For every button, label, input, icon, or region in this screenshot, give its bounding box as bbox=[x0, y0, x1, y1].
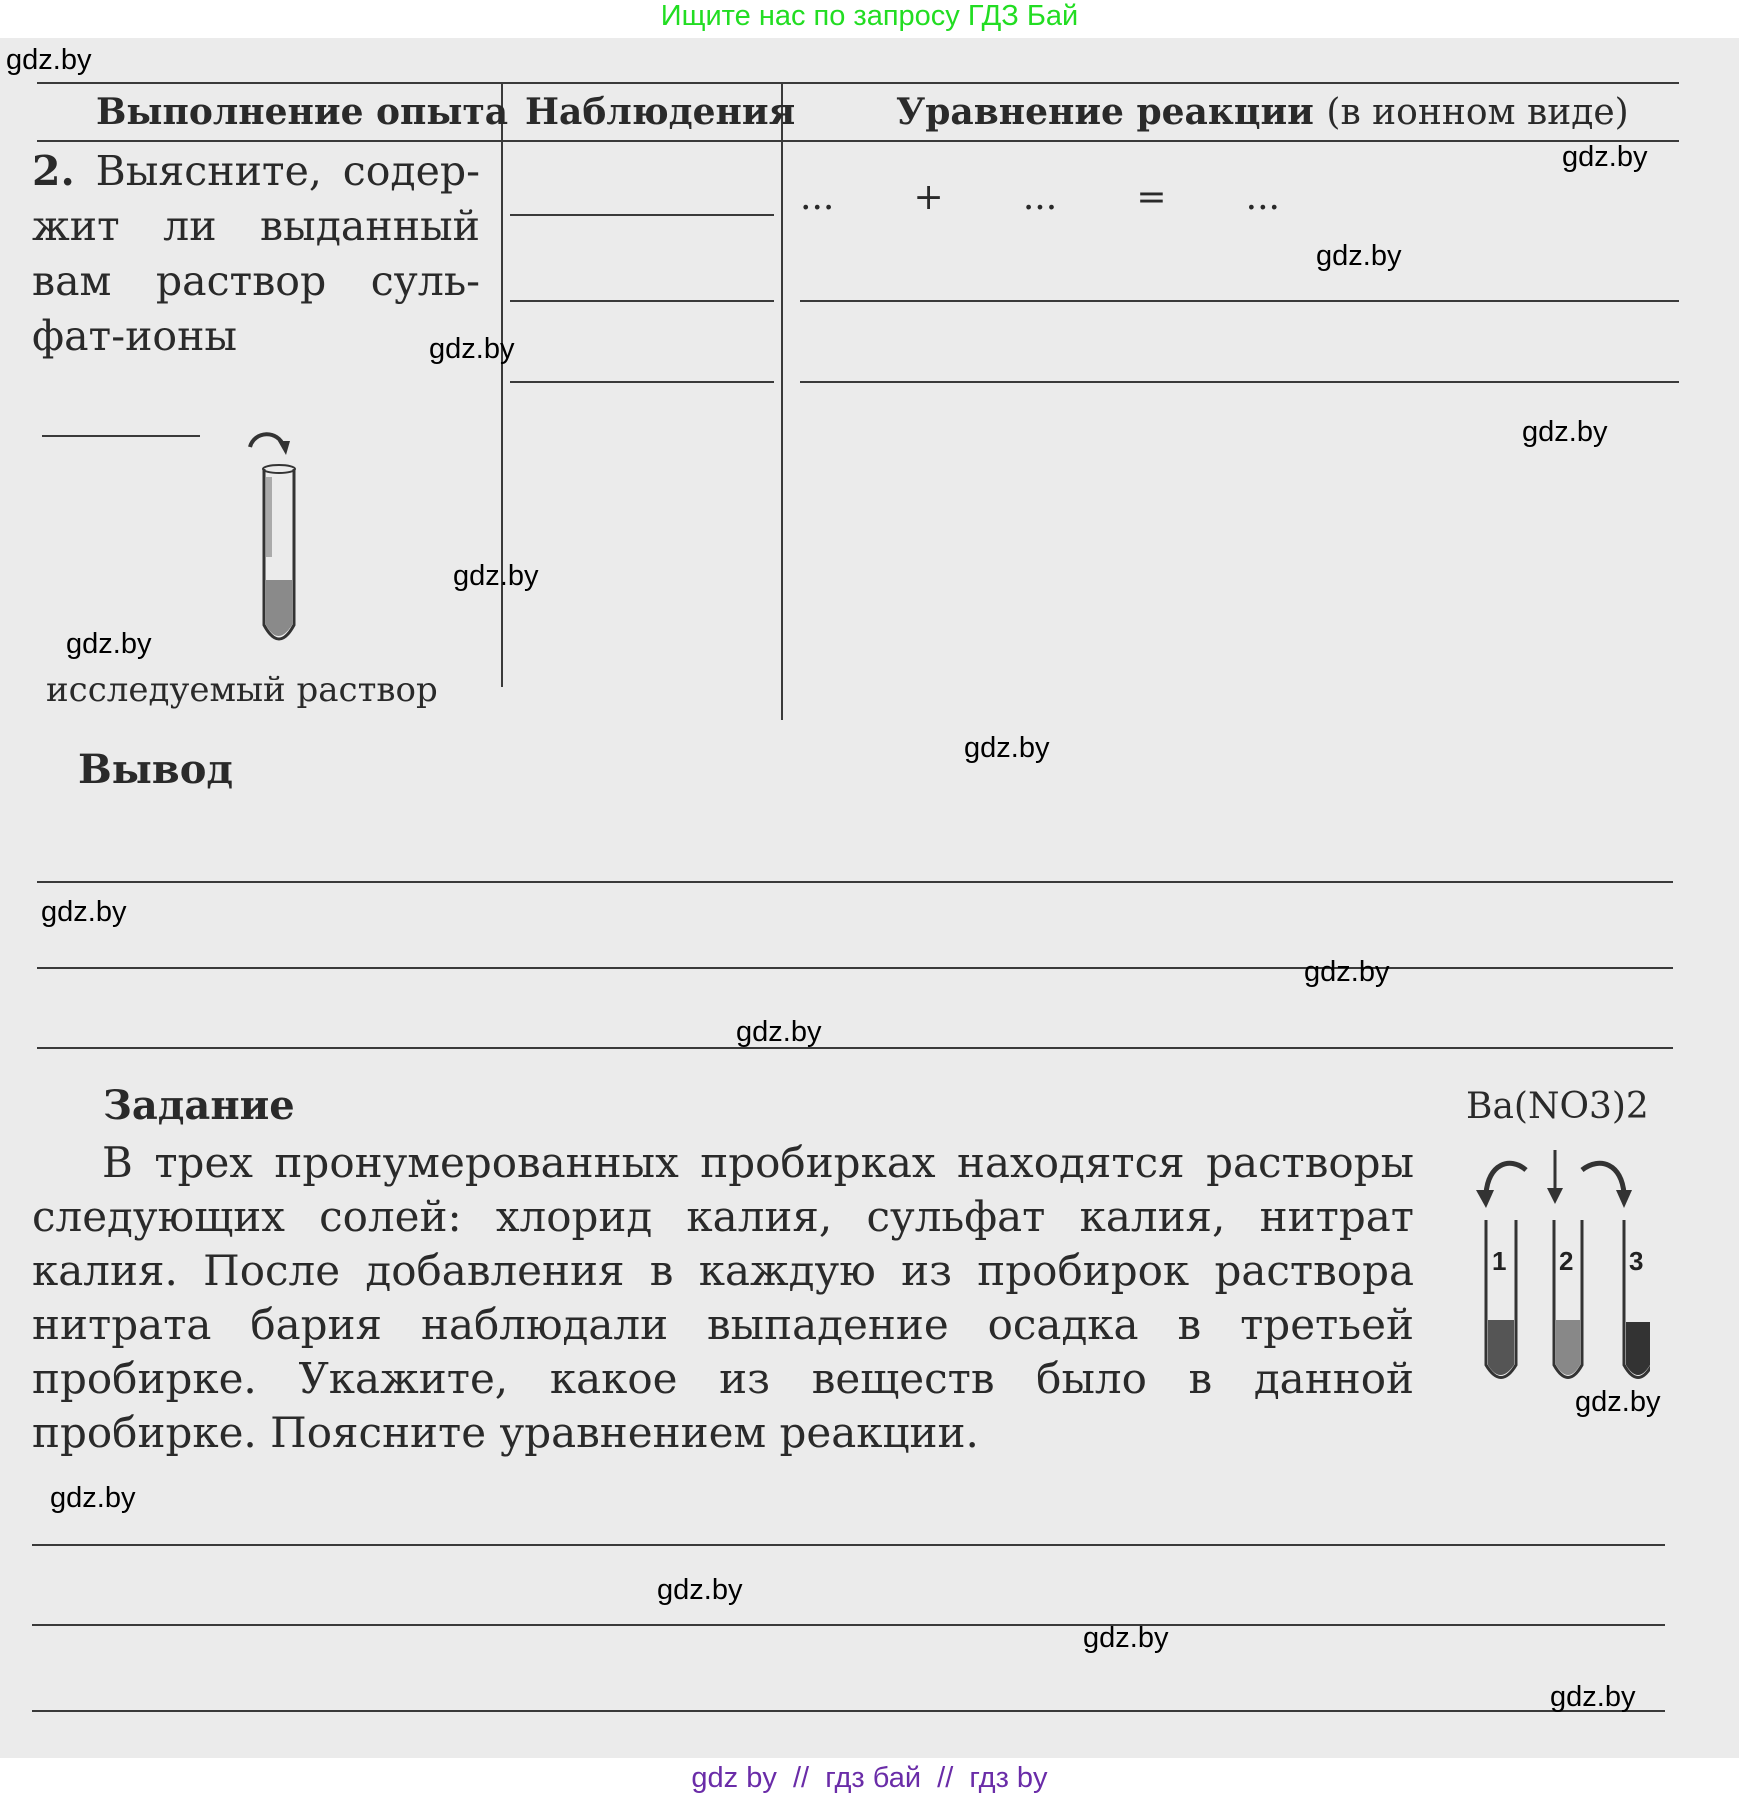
conclusion-answer-line[interactable] bbox=[37, 967, 1673, 969]
observation-answer-line[interactable] bbox=[510, 300, 774, 302]
eq-blank: ... bbox=[1022, 177, 1058, 218]
header-observations: Наблюдения bbox=[525, 91, 796, 133]
watermark: gdz.by bbox=[657, 1574, 743, 1606]
watermark: gdz.by bbox=[429, 333, 515, 365]
table-header-rule bbox=[37, 140, 1679, 142]
reagent-label: Ba(NO3)2 bbox=[1466, 1086, 1649, 1127]
equation-answer-line[interactable] bbox=[800, 381, 1679, 383]
assignment-answer-line[interactable] bbox=[32, 1544, 1665, 1546]
eq-equals: = bbox=[1136, 177, 1167, 218]
conclusion-answer-line[interactable] bbox=[37, 1047, 1673, 1049]
assignment-answer-line[interactable] bbox=[32, 1624, 1665, 1626]
tube-label: 2 bbox=[1559, 1246, 1574, 1276]
watermark: gdz.by bbox=[1575, 1386, 1661, 1418]
watermark: gdz.by bbox=[1562, 141, 1648, 173]
tube-label: 3 bbox=[1629, 1246, 1644, 1276]
watermark: gdz.by bbox=[1550, 1681, 1636, 1713]
eq-blank: ... bbox=[1245, 177, 1280, 218]
task-line: Выясните, содер- bbox=[95, 147, 480, 195]
task-line: жит ли выданный bbox=[32, 202, 480, 250]
watermark: gdz.by bbox=[1522, 416, 1608, 448]
test-tube-icon bbox=[240, 425, 310, 650]
header-equation-main: Уравнение реакции bbox=[896, 91, 1314, 133]
eq-plus: + bbox=[913, 177, 944, 218]
footer-links[interactable]: gdz by // гдз бай // гдз by bbox=[691, 1762, 1048, 1794]
column-divider bbox=[501, 82, 503, 687]
reagent-blank-line[interactable] bbox=[42, 435, 200, 437]
header-procedure: Выполнение опыта bbox=[96, 91, 509, 133]
three-test-tubes-icon bbox=[1470, 1150, 1650, 1385]
header-equation bbox=[896, 90, 1629, 135]
tube-1 bbox=[1486, 1220, 1516, 1378]
task-2-text bbox=[32, 144, 480, 364]
table-top-rule bbox=[37, 82, 1679, 84]
search-banner[interactable]: Ищите нас по запросу ГДЗ Бай bbox=[660, 0, 1079, 32]
tube-caption: исследуемый раствор bbox=[46, 670, 438, 710]
task-line: фат-ионы bbox=[32, 312, 238, 360]
tube-3 bbox=[1624, 1220, 1650, 1378]
watermark: gdz.by bbox=[41, 896, 127, 928]
assignment-title: Задание bbox=[103, 1082, 295, 1129]
watermark: gdz.by bbox=[736, 1016, 822, 1048]
header-equation-note: (в ионном виде) bbox=[1326, 92, 1629, 133]
watermark: gdz.by bbox=[66, 628, 152, 660]
watermark: gdz.by bbox=[6, 44, 92, 76]
equation-answer-line[interactable] bbox=[800, 300, 1679, 302]
watermark: gdz.by bbox=[1083, 1622, 1169, 1654]
assignment-paragraph: В трех пронумерованных пробирках находятся растворы следующих солей: хлорид калия, сульфат калия, нитрат калия. После добавления в каждую из пробирок раствора нитрата бария наблюдали выпадение осадка в третьей пробирке. Укажите, какое из веществ было в данной пробирке. Поясните уравнением реакции. bbox=[32, 1138, 1414, 1457]
tube-label: 1 bbox=[1492, 1246, 1507, 1276]
observation-answer-line[interactable] bbox=[510, 381, 774, 383]
watermark: gdz.by bbox=[964, 732, 1050, 764]
column-divider bbox=[781, 82, 783, 720]
task-line: вам раствор суль- bbox=[32, 257, 480, 305]
assignment-text bbox=[32, 1136, 1414, 1460]
conclusion-title: Вывод bbox=[78, 746, 234, 793]
eq-blank: ... bbox=[800, 177, 835, 218]
equation-template bbox=[800, 170, 1280, 225]
watermark: gdz.by bbox=[1316, 240, 1402, 272]
watermark: gdz.by bbox=[1304, 956, 1390, 988]
task-number: 2. bbox=[32, 147, 75, 195]
assignment-answer-line[interactable] bbox=[32, 1710, 1665, 1712]
tube-2 bbox=[1554, 1220, 1582, 1378]
watermark: gdz.by bbox=[453, 560, 539, 592]
observation-answer-line[interactable] bbox=[510, 214, 774, 216]
conclusion-answer-line[interactable] bbox=[37, 881, 1673, 883]
watermark: gdz.by bbox=[50, 1482, 136, 1514]
